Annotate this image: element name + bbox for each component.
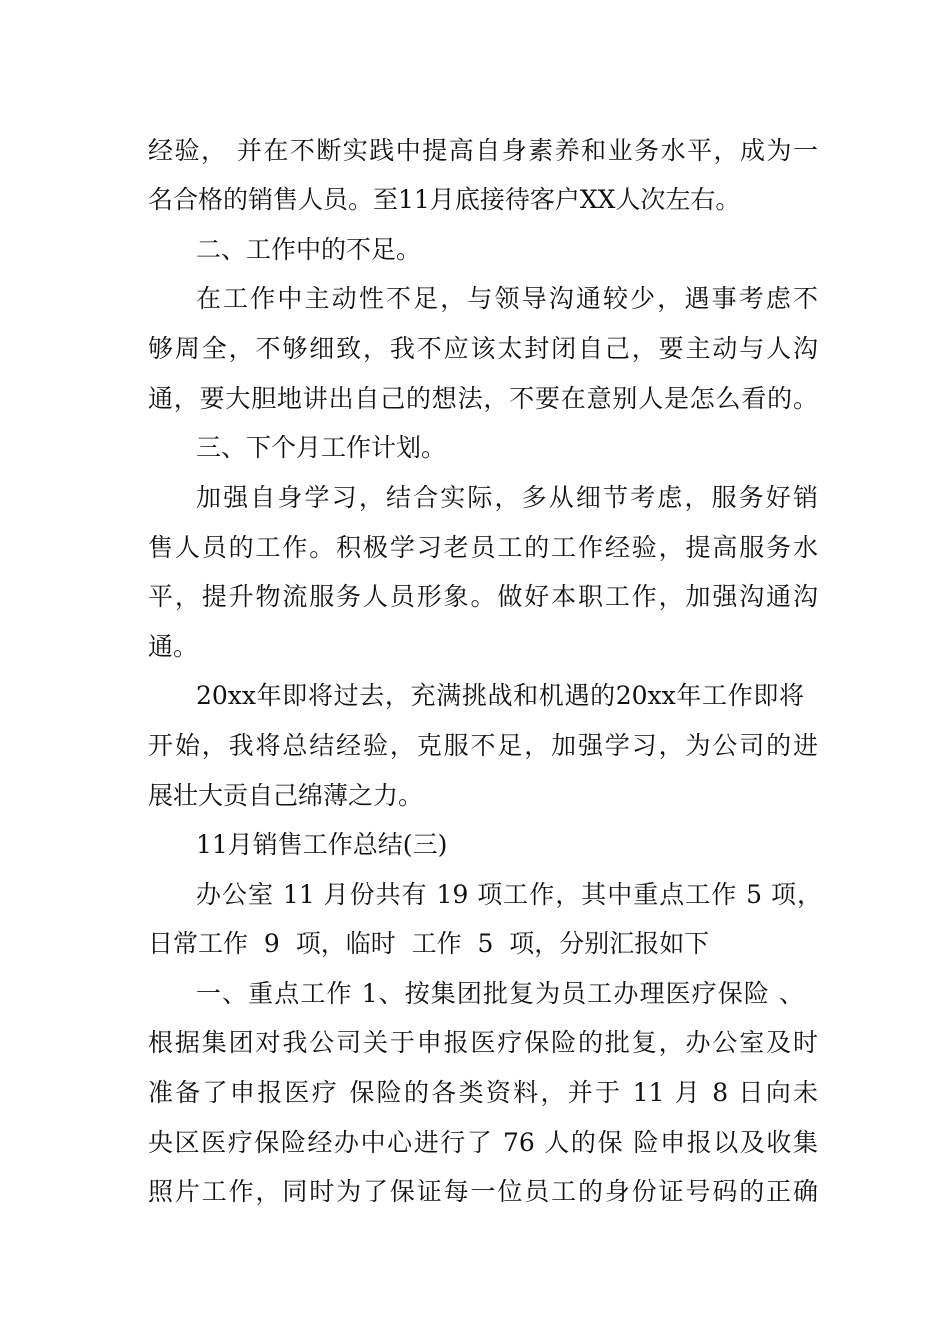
section-heading-next-month-plan: 三、下个月工作计划。 [196, 433, 447, 462]
text-line-5: 够周全，不够细致，我不应该太封闭自己，要主动与人沟 [148, 334, 818, 363]
text-line-22: 照片工作，同时为了保证每一位员工的身份证号码的正确 [148, 1177, 818, 1206]
text-line-12: 20xx年即将过去，充满挑战和机遇的20xx年工作即将 [196, 681, 804, 710]
text-line-20: 准备了申报医疗 保险的各类资料，并于 11 月 8 日向未 [148, 1078, 818, 1107]
text-line-2: 名合格的销售人员。至11月底接待客户XX人次左右。 [148, 185, 741, 214]
text-line-8: 加强自身学习，结合实际，多从细节考虑，服务好销 [196, 483, 818, 512]
text-line-11: 通。 [148, 632, 199, 661]
section-heading-summary-3: 11月销售工作总结(三) [196, 830, 448, 859]
text-line-19: 根据集团对我公司关于申报医疗保险的批复，办公室及时 [148, 1028, 818, 1057]
text-line-6: 通，要大胆地讲出自己的想法，不要在意别人是怎么看的。 [148, 384, 818, 413]
text-line-9: 售人员的工作。积极学习老员工的工作经验，提高服务水 [148, 533, 818, 562]
text-line-13: 开始，我将总结经验，克服不足，加强学习，为公司的进 [148, 731, 818, 760]
text-line-17: 日常工作 9 项，临时 工作 5 项，分别汇报如下 [148, 929, 710, 958]
section-heading-shortcomings: 二、工作中的不足。 [196, 235, 422, 264]
text-line-4: 在工作中主动性不足，与领导沟通较少，遇事考虑不 [196, 284, 818, 313]
text-line-10: 平，提升物流服务人员形象。做好本职工作，加强沟通沟 [148, 582, 818, 611]
text-line-21: 央区医疗保险经办中心进行了 76 人的保 险申报以及收集 [148, 1128, 818, 1157]
text-line-18: 一、重点工作 1、按集团批复为员工办理医疗保险 、 [196, 979, 804, 1008]
text-line-1: 经验， 并在不断实践中提高自身素养和业务水平，成为一 [148, 136, 818, 165]
text-line-16: 办公室 11 月份共有 19 项工作，其中重点工作 5 项， [196, 880, 822, 909]
text-line-14: 展壮大贡自己绵薄之力。 [148, 781, 424, 810]
